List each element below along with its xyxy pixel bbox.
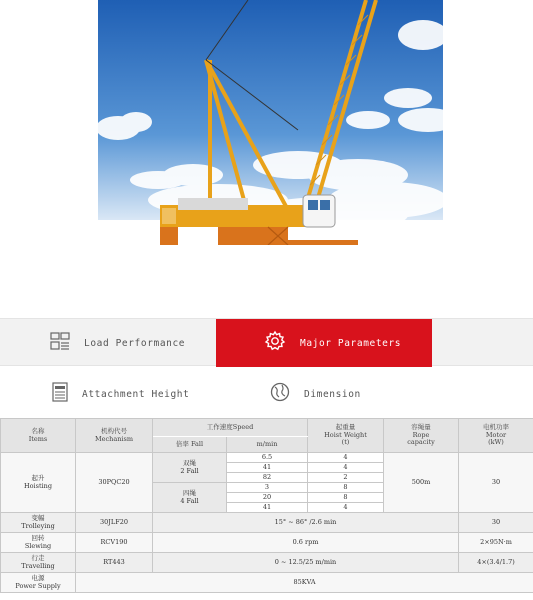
row-power-value: 85KVA <box>76 573 533 593</box>
table-row <box>1 553 533 573</box>
row-trolleying-label: 变幅 Trolleying <box>1 513 76 533</box>
row-hoisting-rope: 500m <box>384 453 459 513</box>
header-mechanism: 机构代号 Mechanism <box>76 419 153 453</box>
row-slewing-label: 回转 Slewing <box>1 533 76 553</box>
row-travelling-mechanism: RT443 <box>76 553 153 573</box>
row-slewing-speed: 0.6 rpm <box>153 533 459 553</box>
hoisting-speed: 6.5 <box>227 453 308 463</box>
row-power-label: 电源 Power Supply <box>1 573 76 593</box>
header-hoist-weight: 起重量 Hoist Weight (t) <box>308 419 384 453</box>
hoisting-weight: 2 <box>308 473 384 483</box>
row-hoisting-fall2: 双绳 2 Fall <box>153 453 227 483</box>
major-parameters-table <box>0 418 533 593</box>
row-travelling-speed: 0 ~ 12.5/25 m/min <box>153 553 459 573</box>
hoisting-speed: 3 <box>227 483 308 493</box>
row-slewing-motor: 2×95N·m <box>459 533 533 553</box>
tab-attachment-height[interactable] <box>0 370 216 418</box>
row-hoisting-label: 起升 Hoisting <box>1 453 76 513</box>
tab-major-parameters-label: Major Parameters <box>300 337 402 349</box>
row-travelling-motor: 4×(3.4/1.7) <box>459 553 533 573</box>
hoisting-weight: 4 <box>308 463 384 473</box>
row-trolleying-speed: 15° ~ 86° /2.6 min <box>153 513 459 533</box>
tab-major-parameters[interactable] <box>216 319 432 367</box>
row-hoisting-motor: 30 <box>459 453 533 513</box>
row-slewing-mechanism: RCV190 <box>76 533 153 553</box>
tab-load-performance-label: Load Performance <box>84 337 186 349</box>
hoisting-speed: 82 <box>227 473 308 483</box>
globe-icon <box>270 382 290 406</box>
row-hoisting-fall4: 四绳 4 Fall <box>153 483 227 513</box>
document-icon <box>52 382 68 406</box>
tab-load-performance[interactable] <box>0 319 216 367</box>
hoisting-weight: 4 <box>308 453 384 463</box>
table-row <box>1 453 533 463</box>
hoisting-speed: 41 <box>227 503 308 513</box>
row-trolleying-motor: 30 <box>459 513 533 533</box>
hoisting-weight: 4 <box>308 503 384 513</box>
header-motor: 电机功率 Motor (kW) <box>459 419 533 453</box>
gear-icon <box>264 330 286 356</box>
hoisting-speed: 41 <box>227 463 308 473</box>
header-speed-unit: m/min <box>227 437 308 453</box>
tab-attachment-height-label: Attachment Height <box>82 388 190 400</box>
row-travelling-label: 行走 Travelling <box>1 553 76 573</box>
tab-row-primary-filler <box>432 319 533 367</box>
hoisting-weight: 8 <box>308 483 384 493</box>
hoisting-speed: 20 <box>227 493 308 503</box>
header-items: 名称 Items <box>1 419 76 453</box>
hoisting-weight: 8 <box>308 493 384 503</box>
header-speed: 工作速度Speed <box>153 419 308 437</box>
header-rope-capacity: 容绳量 Rope capacity <box>384 419 459 453</box>
tab-dimension-label: Dimension <box>304 388 361 400</box>
table-row <box>1 573 533 593</box>
row-hoisting-mechanism: 30PQC20 <box>76 453 153 513</box>
table-row <box>1 533 533 553</box>
crane-photo <box>98 0 443 245</box>
table-icon <box>50 331 70 355</box>
row-trolleying-mechanism: 30JLF20 <box>76 513 153 533</box>
tab-row-primary <box>0 318 533 366</box>
tab-row-secondary <box>0 370 533 418</box>
table-row <box>1 513 533 533</box>
header-fall: 倍率 Fall <box>153 437 227 453</box>
tab-dimension[interactable] <box>216 370 432 418</box>
